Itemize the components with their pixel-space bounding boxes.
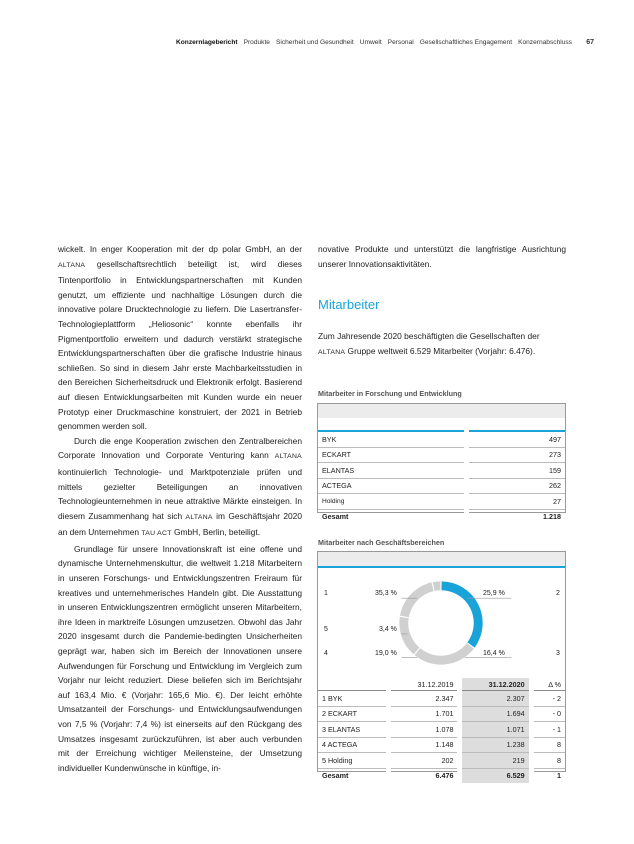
table1-title: Mitarbeiter in Forschung und Entwicklung: [318, 389, 462, 398]
chart-area: [318, 566, 565, 678]
company-name: ALTANA: [274, 453, 302, 461]
value-delta: - 2: [531, 691, 565, 707]
slice-segment-label: 4: [324, 650, 328, 657]
row-label: Gesamt: [322, 512, 349, 522]
value-2019: 2.347: [389, 691, 460, 707]
row-value: 159: [466, 463, 565, 479]
value-2020: 1.694: [460, 706, 531, 722]
paragraph-1: [58, 242, 302, 434]
row-label: BYK: [318, 431, 466, 447]
total-row: [318, 509, 565, 524]
table-row: [318, 494, 565, 510]
table-row: [318, 753, 565, 769]
donut-slice-2: [415, 643, 474, 665]
table1-header-bar: [318, 404, 565, 418]
value-2019: 1.148: [389, 737, 460, 753]
right-text-column: [318, 242, 566, 271]
paragraph-continued: novative Produkte und unterstützt die langfristige Ausrichtung unserer Innovationsaktivitäten.: [318, 244, 566, 269]
nav-konzernlagebericht[interactable]: Konzernlagebericht: [176, 38, 238, 46]
row-value: 27: [466, 494, 565, 510]
table-row: [318, 478, 565, 494]
row-value: 273: [466, 447, 565, 463]
table1: [318, 430, 565, 524]
page-header: [176, 36, 594, 48]
value-delta: - 0: [531, 706, 565, 722]
section-intro: [318, 329, 566, 360]
text-run: im Geschäftsjahr 2020 an dem Unternehmen: [58, 510, 302, 538]
table-row: [318, 447, 565, 463]
text-run: wickelt. In enger Kooperation mit der dp polar GmbH, an der: [58, 244, 302, 254]
value-2020: 2.307: [460, 691, 531, 707]
header-cell: [318, 678, 389, 691]
slice-segment-label: 2: [556, 590, 560, 597]
slice-percent-label: 3,4 %: [379, 626, 397, 633]
value-delta: - 1: [531, 722, 565, 738]
value-2020: 219: [460, 753, 531, 769]
value-delta: 1: [531, 768, 565, 783]
slice-segment-label: 1: [324, 590, 328, 597]
row-value: 497: [466, 431, 565, 447]
row-label: ECKART: [318, 447, 466, 463]
slice-segment-label: 5: [324, 626, 328, 633]
slice-segment-label: 3: [556, 650, 560, 657]
value-2019: 1.701: [389, 706, 460, 722]
row-label: 2 ECKART: [318, 706, 389, 722]
table2: [318, 678, 565, 783]
value-2019: 1.078: [389, 722, 460, 738]
header-cell: Δ %: [531, 678, 565, 691]
nav-personal[interactable]: Personal: [387, 38, 414, 46]
slice-percent-label: 19,0 %: [375, 650, 397, 657]
value-delta: 8: [531, 753, 565, 769]
table1-box: [317, 403, 566, 522]
value-2019: 202: [389, 753, 460, 769]
donut-slice-4: [400, 582, 434, 617]
slice-percent-label: 35,3 %: [375, 590, 397, 597]
nav-produkte[interactable]: Produkte: [243, 38, 270, 46]
value-2019: 6.476: [389, 768, 460, 783]
table-row: [318, 722, 565, 738]
value-delta: 8: [531, 737, 565, 753]
left-text-column: [58, 242, 302, 775]
company-name: ALTANA: [185, 513, 213, 521]
row-label: 5 Holding: [318, 753, 389, 769]
table2-header-bar: [318, 552, 565, 566]
total-row: [318, 768, 565, 783]
donut-slice-5: [433, 581, 441, 591]
nav-konzernabschluss[interactable]: Konzernabschluss: [518, 38, 572, 46]
table2-title: Mitarbeiter nach Geschäftsbereichen: [318, 538, 445, 547]
nav-sicherheit-gesundheit[interactable]: Sicherheit und Gesundheit: [275, 38, 354, 46]
value-2020: 6.529: [460, 768, 531, 783]
text-run: gesellschaftsrechtlich beteiligt ist, wird dieses Tintenportfolio in Entwicklungspartnerschaften mit Kunden genutzt, um effiziente und nachhaltige Lösungen durch die innovative polare Drucktechnologie zu liefern. Die Lasertransfer-Technologieplattform „Heliosonic“ konnte ebenfalls ihr Pigmentportfolio erweitern und dadurch verstärkt strategische Entwicklungspartnerschaften über die grafische Industrie hinaus schließen. So sind in diesem Jahr erste Machbarkeitsstudien in den Bereichen Sicherheitsdruck und Elektronik erfolgt. Basierend auf diesen Entwicklungsarbeiten mit Kunden wurde ein neuer Prototyp einer Druckmaschine konstruiert, der 2021 in Betrieb genommen werden soll.: [58, 258, 302, 432]
company-name: TAU ACT: [141, 530, 172, 538]
row-label: 1 BYK: [318, 691, 389, 707]
value-2020: 1.238: [460, 737, 531, 753]
company-name: ALTANA: [318, 348, 346, 356]
text-run: Gruppe weltweit 6.529 Mitarbeiter (Vorjahr: 6.476).: [345, 345, 536, 356]
row-label: ELANTAS: [318, 463, 466, 479]
section-title: Mitarbeiter: [318, 297, 380, 312]
donut-slice-1: [441, 581, 482, 647]
paragraph-3: Grundlage für unsere Innovationskraft ist eine offene und dynamische Unternehmenskultur, die weltweit 1.218 Mitarbeitern in unseren Forschungs- und Entwicklungszentren Freiraum für kreatives und unternehmerisches Handeln gibt. Die Ausstattung in unseren Entwicklungszentren ermöglicht unseren Mitarbeitern, ihre Ideen in marktreife Lösungen umzusetzen. Obwohl das Jahr 2020 insgesamt durch die Pandemie-bedingten Unsicherheiten geprägt war, haben sich im Bereich der Innovationen unsere Aufwendungen für Forschung und Entwicklung im Vergleich zum Vorjahr nur leicht reduziert. Diese beliefen sich im Berichtsjahr auf 163,4 Mio. € (Vorjahr: 165,6 Mio. €). Der leicht erhöhte Umsatzanteil der Forschungs- und Entwicklungsaufwendungen von 7,5 % (Vorjahr: 7,4 %) ist einerseits auf den Rückgang des Umsatzes insgesamt zurückzuführen, ist aber auch verbunden mit der Erreichung wichtiger Meilensteine, der Umsetzung individueller Kundenwünsche in künftige, in-: [58, 543, 302, 773]
header-cell: 31.12.2020: [460, 678, 531, 691]
paragraph-2: [58, 434, 302, 542]
table2-box: [317, 551, 566, 781]
donut-slice-3: [399, 617, 419, 655]
page-number: 67: [586, 38, 594, 46]
row-label: 4 ACTEGA: [318, 737, 389, 753]
table-row: [318, 463, 565, 479]
row-label: 3 ELANTAS: [318, 722, 389, 738]
table-row: [318, 431, 565, 447]
company-name: ALTANA: [58, 261, 86, 269]
row-label: Holding: [318, 494, 466, 510]
text-run: GmbH, Berlin, beteiligt.: [171, 527, 261, 538]
table-row: [318, 737, 565, 753]
table-header-row: [318, 678, 565, 691]
row-label: Gesamt: [322, 771, 349, 781]
table-row: [318, 706, 565, 722]
row-value: 262: [466, 478, 565, 494]
text-run: Durch die enge Kooperation zwischen den Zentralbereichen Corporate Innovation und Corporate Venturing kann: [58, 435, 302, 461]
donut-chart: [318, 568, 565, 678]
text-run: Zum Jahresende 2020 beschäftigten die Gesellschaften der: [318, 331, 540, 341]
header-nav: [176, 39, 572, 46]
text-run: kontinuierlich Technologie- und Marktpotenziale prüfen und mittels gezielter Beteiligungen an innovativen Technologieunternehmen in neue attraktive Märkte einsteigen. In diesem Zusammenhang hat sich: [58, 466, 302, 521]
slice-percent-label: 25,9 %: [483, 590, 505, 597]
row-value: 1.218: [466, 509, 565, 524]
slice-percent-label: 16,4 %: [483, 650, 505, 657]
header-cell: 31.12.2019: [389, 678, 460, 691]
row-label: ACTEGA: [318, 478, 466, 494]
value-2020: 1.071: [460, 722, 531, 738]
nav-umwelt[interactable]: Umwelt: [359, 38, 382, 46]
table-row: [318, 691, 565, 707]
nav-gesellschaftliches-engagement[interactable]: Gesellschaftliches Engagement: [419, 38, 513, 46]
